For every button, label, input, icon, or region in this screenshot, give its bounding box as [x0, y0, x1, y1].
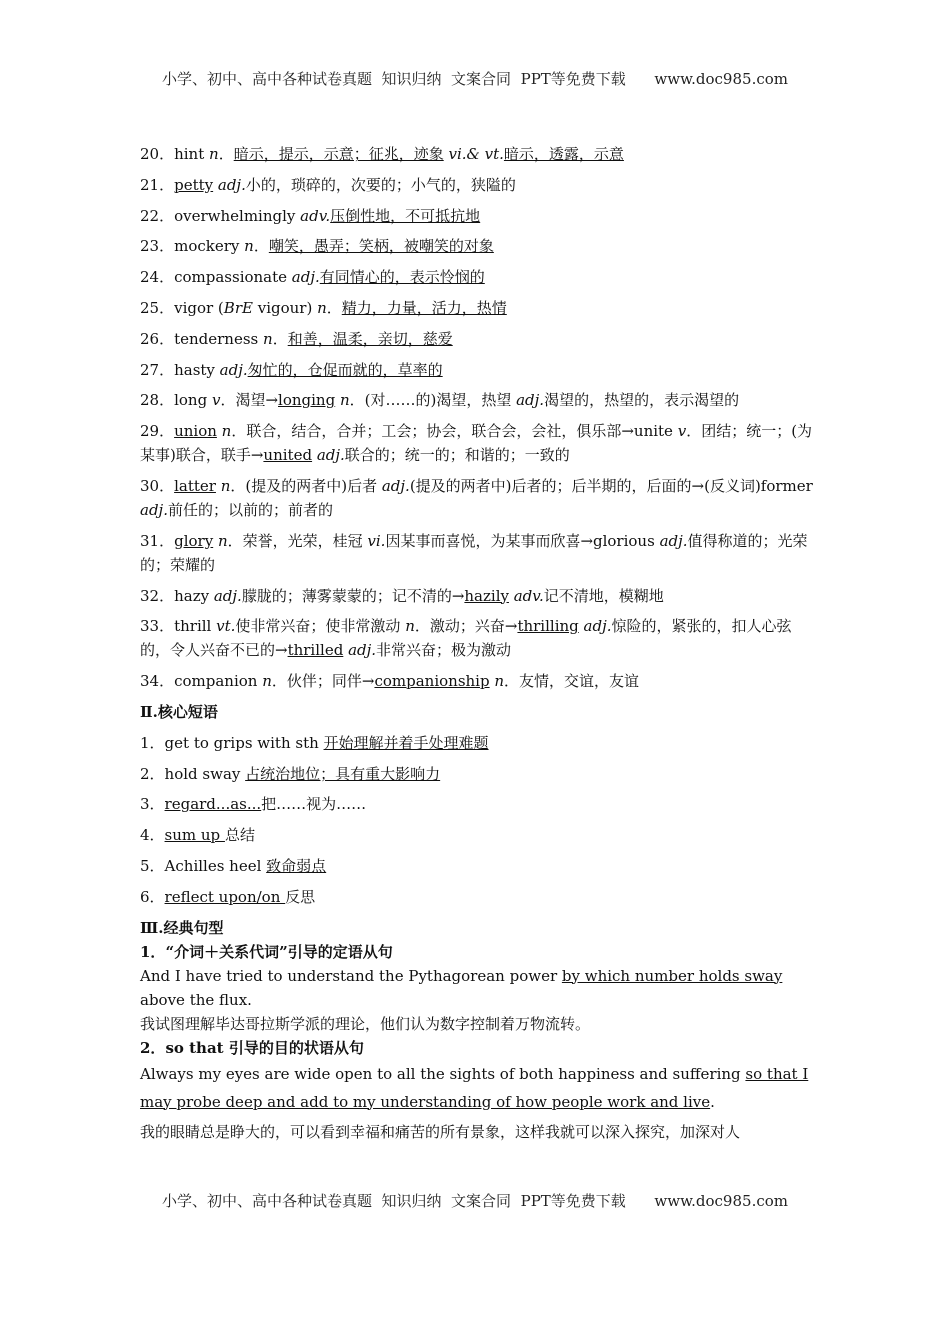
core-phrases-section	[140, 700, 816, 909]
page-footer: 小学、初中、高中各种试卷真题 知识归纳 文案合同 PPT等免费下载 www.doc985.com	[161, 1192, 788, 1210]
vocab-item: 30．latter n．(提及的两者中)后者 adj.(提及的两者中)后者的；后半期的，后面的→(反义词)former adj.前任的；以前的；前者的	[140, 476, 813, 519]
vocab-item: 34．companion n．伙伴；同伴→companionship n．友情，交谊，友谊	[140, 672, 640, 691]
vocabulary-list	[140, 142, 816, 693]
classic-sentences-section	[140, 916, 816, 1144]
vocab-item: 29．union n．联合，结合，合并；工会；协会，联合会，会社，俱乐部→unite v．团结；统一；(为某事)联合，联手→united adj.联合的；统一的；和谐的；一致的	[140, 422, 813, 465]
sentence-heading: 1．“介词＋关系代词”引导的定语从句	[140, 942, 393, 961]
vocab-item: 28．long v．渴望→longing n．(对……的)渴望，热望 adj.渴望的，热望的，表示渴望的	[140, 391, 740, 410]
page-header: 小学、初中、高中各种试卷真题 知识归纳 文案合同 PPT等免费下载 www.doc985.com	[161, 70, 788, 88]
vocab-item: 32．hazy adj.朦胧的；薄雾蒙蒙的；记不清的→hazily adv.记不清地，模糊地	[140, 586, 664, 605]
sentence-chinese: 我试图理解毕达哥拉斯学派的理论，他们认为数字控制着万物流转。	[140, 1014, 591, 1033]
phrase-item: 5．Achilles heel 致命弱点	[140, 856, 327, 875]
sentence-heading: 2．so that 引导的目的状语从句	[140, 1038, 364, 1057]
sentence-chinese: 我的眼睛总是睁大的，可以看到幸福和痛苦的所有景象，这样我就可以深入探究，加深对人	[140, 1122, 741, 1141]
vocab-item: 27．hasty adj.匆忙的，仓促而就的，草率的	[140, 360, 443, 379]
vocab-item: 22．overwhelmingly adv.压倒性地，不可抵抗地	[140, 206, 481, 225]
vocab-item: 26．tenderness n．和善，温柔，亲切，慈爱	[140, 329, 453, 348]
vocab-item: 20．hint n．暗示，提示，示意；征兆，迹象 vi.& vt.暗示，透露，示意	[140, 145, 624, 163]
vocab-item: 21．petty adj.小的，琐碎的，次要的；小气的，狭隘的	[140, 175, 516, 194]
sentence-english: And I have tried to understand the Pythagorean power by which number holds sway above the flux.	[140, 966, 783, 1009]
section-title: Ⅱ.核心短语	[140, 702, 218, 721]
section-title: Ⅲ.经典句型	[140, 918, 224, 937]
phrase-item: 6．reflect upon/on 反思	[140, 887, 316, 906]
phrase-item: 2．hold sway 占统治地位；具有重大影响力	[140, 764, 441, 783]
page-content	[140, 142, 816, 1144]
phrase-item: 4．sum up 总结	[140, 826, 255, 845]
vocab-item: 33．thrill vt.使非常兴奋；使非常激动 n．激动；兴奋→thrilling adj.惊险的，紧张的，扣人心弦的，令人兴奋不已的→thrilled adj.非常兴奋；极为激动	[140, 617, 792, 660]
vocab-item: 23．mockery n．嘲笑，愚弄；笑柄，被嘲笑的对象	[140, 237, 494, 256]
sentence-english: Always my eyes are wide open to all the sights of both happiness and suffering so that I may probe deep and add to my understanding of how people work and live.	[140, 1064, 809, 1111]
vocab-item: 25．vigor (BrE vigour) n．精力，力量，活力，热情	[140, 298, 507, 317]
vocab-item: 31．glory n．荣誉，光荣，桂冠 vi.因某事而喜悦，为某事而欣喜→glorious adj.值得称道的；光荣的；荣耀的	[140, 531, 808, 574]
phrase-item: 3．regard...as...把……视为……	[140, 795, 367, 814]
phrase-item: 1．get to grips with sth 开始理解并着手处理难题	[140, 733, 489, 752]
vocab-item: 24．compassionate adj.有同情心的，表示怜悯的	[140, 268, 485, 287]
